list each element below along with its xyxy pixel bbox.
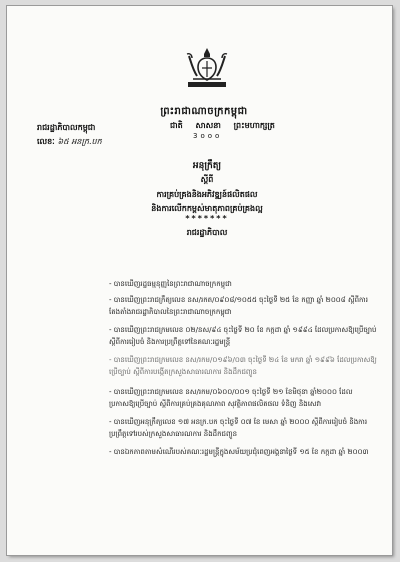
subject-on-label: ស្តីពី [200,175,214,184]
subject-line-1: ការគ្រប់គ្រងនិងអភិវឌ្ឍន៍ផលិតផល [156,190,258,199]
document-number-label: លេខៈ [37,137,55,146]
document-page [7,6,392,555]
motto-ornament: 3ooo [193,132,223,140]
royal-coat-of-arms-icon [183,46,231,90]
preamble-item: - បានឃើញព្រះរាជក្រមលេខ នស/រកម/០៦០០/០០១ ចុះថ្ងៃទី ២១ ខែមិថុនា ឆ្នាំ២០០០ ដែលប្រកាសឱ្យប្រើច្បាប់ ស្តីពីការគ្រប់គ្រងគុណភាព សុវត្ថិភាពផលិតផល ទំនិញ និងសេវា [109,388,353,408]
preamble-item: - បានឃើញរដ្ឋធម្មនុញ្ញនៃព្រះរាជាណាចក្រកម្ពុជា [109,280,232,288]
national-motto: ជាតិ សាសនា ព្រះមហាក្សត្រ [170,121,275,130]
document-number-value: ៦៥ អនក្រ.បក [57,137,102,146]
kingdom-title: ព្រះរាជាណាចក្រកម្ពុជា [160,106,248,117]
preamble-item: - បានឃើញអនុក្រឹត្យលេខ ១៧ អនក្រ.បក ចុះថ្ងៃទី ០៧ ខែ មេសា ឆ្នាំ ២០០០ ស្តីពីការរៀបចំ និងការប្រព្រឹត្តទៅរបស់ក្រសួងសាធារណការ និងដឹកជញ្ជូន [109,418,368,438]
preamble-item: - បានឯកភាពតាមសំណើរបស់គណៈរដ្ឋមន្ត្រីក្នុងសម័យប្រជុំពេញអង្គនាថ្ងៃទី ១៥ ខែ កក្កដា ឆ្នាំ ២០០៣ [109,448,369,456]
document-type: អនុក្រឹត្យ [192,161,222,171]
preamble-item: - បានឃើញព្រះរាជក្រឹត្យលេខ នស/រកត/០៩០៨/១០៥៥ ចុះថ្ងៃទី ២៥ ខែ កញ្ញា ឆ្នាំ ២០០៨ ស្តីពីការតែងតាំងរាជរដ្ឋាភិបាលនៃព្រះរាជាណាចក្រកម្ពុជា [109,296,368,316]
subject-line-2: និងការលើកកម្ពស់មាតុភាពគ្រប់គ្រងល្អ [151,204,263,213]
issuer-label: រាជរដ្ឋាភិបាល [186,228,228,237]
stars-divider: ******* [185,214,229,223]
preamble-item: - បានឃើញព្រះរាជក្រមលេខ នស/រកម/០១៩៦/០៣ ចុះថ្ងៃទី ២៤ ខែ មករា ឆ្នាំ ១៩៩៦ ដែលប្រកាសឱ្យប្រើច្បាប់ ស្តីពីការបង្កើតក្រសួងសាធារណការ និងដឹកជញ្ជូន [109,356,377,376]
government-label: រាជរដ្ឋាភិបាលកម្ពុជា [37,123,96,132]
document-number [37,136,102,148]
preamble-item: - បានឃើញព្រះរាជក្រមលេខ ០២/នស/៩៤ ចុះថ្ងៃទី ២០ ខែ កក្កដា ឆ្នាំ ១៩៩៤ ដែលប្រកាសឱ្យប្រើច្បាប់ ស្តីពីការរៀបចំ និងការប្រព្រឹត្តទៅនៃគណៈរដ្ឋមន្ត្រី [109,326,377,346]
